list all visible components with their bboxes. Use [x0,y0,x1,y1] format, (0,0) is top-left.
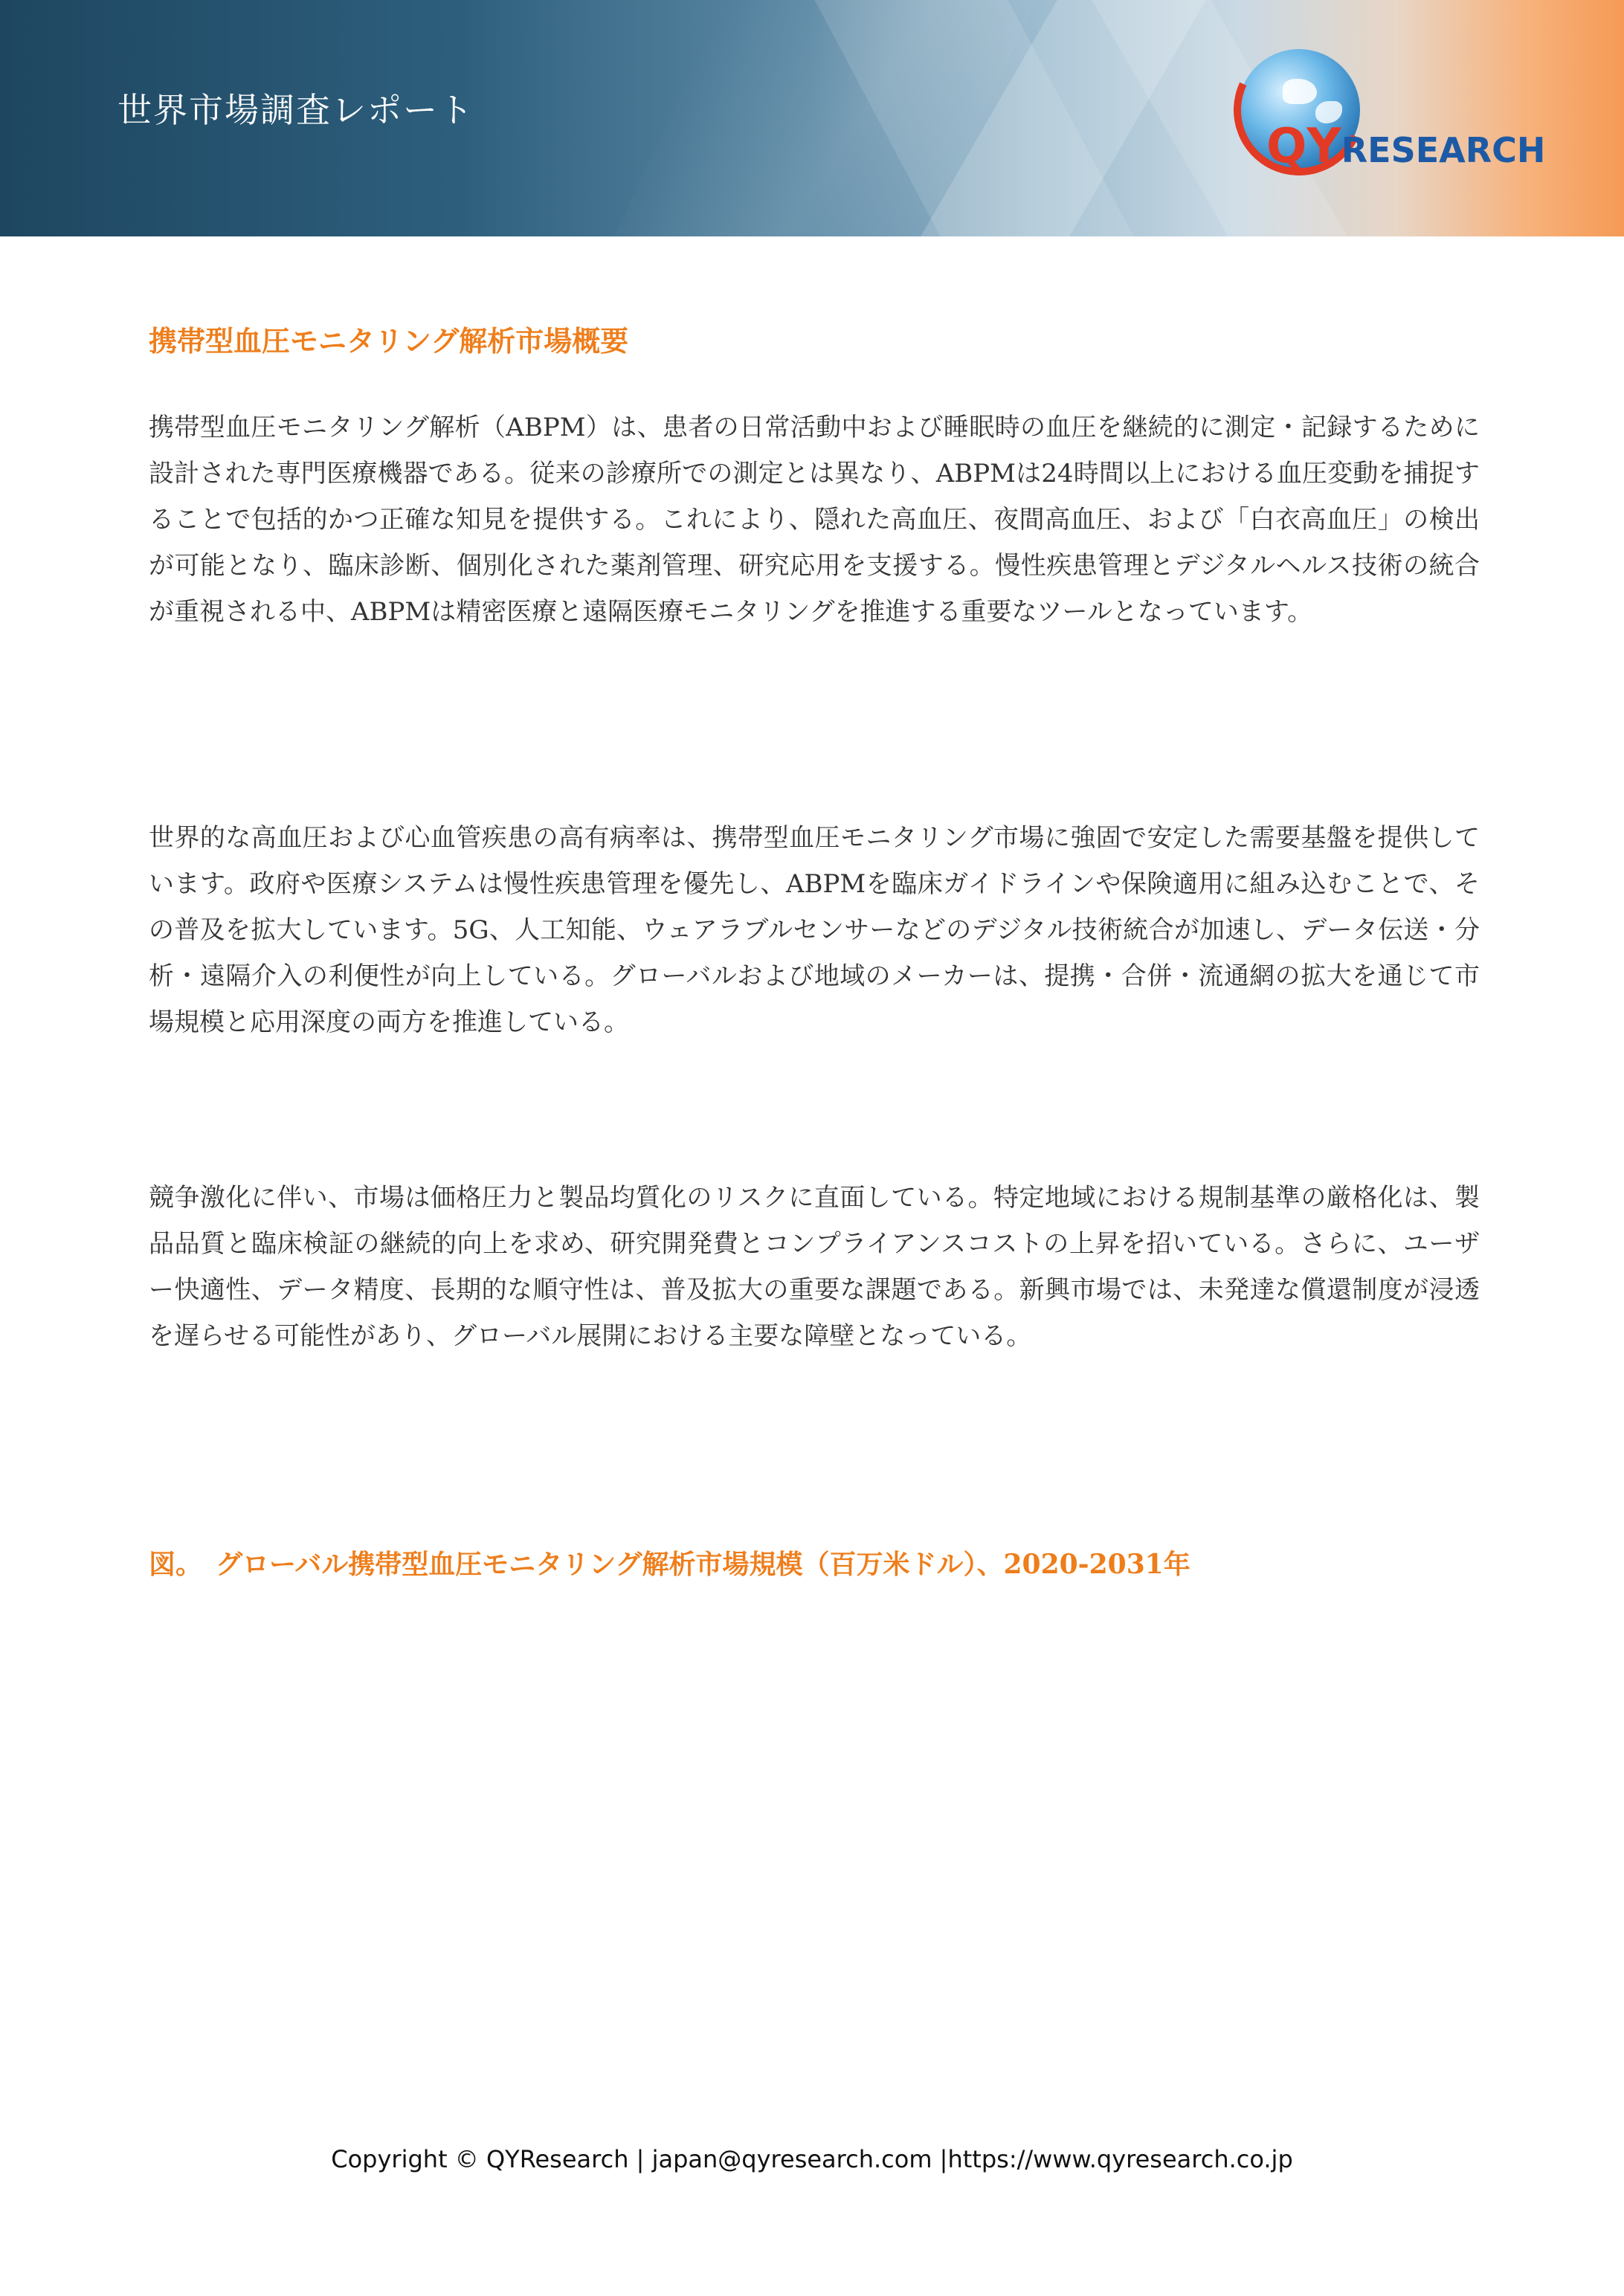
section-heading: 携帯型血圧モニタリング解析市場概要 [149,324,629,358]
logo-research: RESEARCH [1341,130,1546,170]
paragraph-challenges: 競争激化に伴い、市場は価格圧力と製品均質化のリスクに直面している。特定地域における規制基準の厳格化は、製品品質と臨床検証の継続的向上を求め、研究開発費とコンプライアンスコストの上昇を招いている。さらに、ユーザー快適性、データ精度、長期的な順守性は、普及拡大の重要な課題である。新興市場では、未発達な償還制度が浸透を遅らせる可能性があり、グローバル展開における主要な障壁となっている。 [149,1183,1480,1351]
page-header [0,0,1624,236]
page-footer: Copyright © QYResearch | japan@qyresearch.com |https://www.qyresearch.co.jp [331,2145,1293,2173]
paragraph-drivers: 世界的な高血圧および心血管疾患の高有病率は、携帯型血圧モニタリング市場に強固で安定した需要基盤を提供しています。政府や医療システムは慢性疾患管理を優先し、ABPMを臨床ガイドラインや保険適用に組み込むことで、その普及を拡大しています。5G、人工知能、ウェアラブルセンサーなどのデジタル技術統合が加速し、データ伝送・分析・遠隔介入の利便性が向上している。グローバルおよび地域のメーカーは、提携・合併・流通網の拡大を通じて市場規模と応用深度の両方を推進している。 [149,823,1480,1037]
paragraph-overview: 携帯型血圧モニタリング解析（ABPM）は、患者の日常活動中および睡眠時の血圧を継続的に測定・記録するために設計された専門医療機器である。従来の診療所での測定とは異なり、ABPMは24時間以上における血圧変動を捕捉することで包括的かつ正確な知見を提供する。これにより、隠れた高血圧、夜間高血圧、および「白衣高血圧」の検出が可能となり、臨床診断、個別化された薬剤管理、研究応用を支援する。慢性疾患管理とデジタルヘルス技術の統合が重視される中、ABPMは精密医療と遠隔医療モニタリングを推進する重要なツールとなっています。 [149,413,1480,627]
qyresearch-logo [1238,45,1550,193]
header-title: 世界市場調査レポート [117,90,474,130]
logo-wordmark [1266,119,1545,174]
logo-qy: QY [1266,119,1341,174]
figure-caption: 図。 グローバル携帯型血圧モニタリング解析市場規模（百万米ドル）、2020-2031年 [149,1549,1190,1580]
